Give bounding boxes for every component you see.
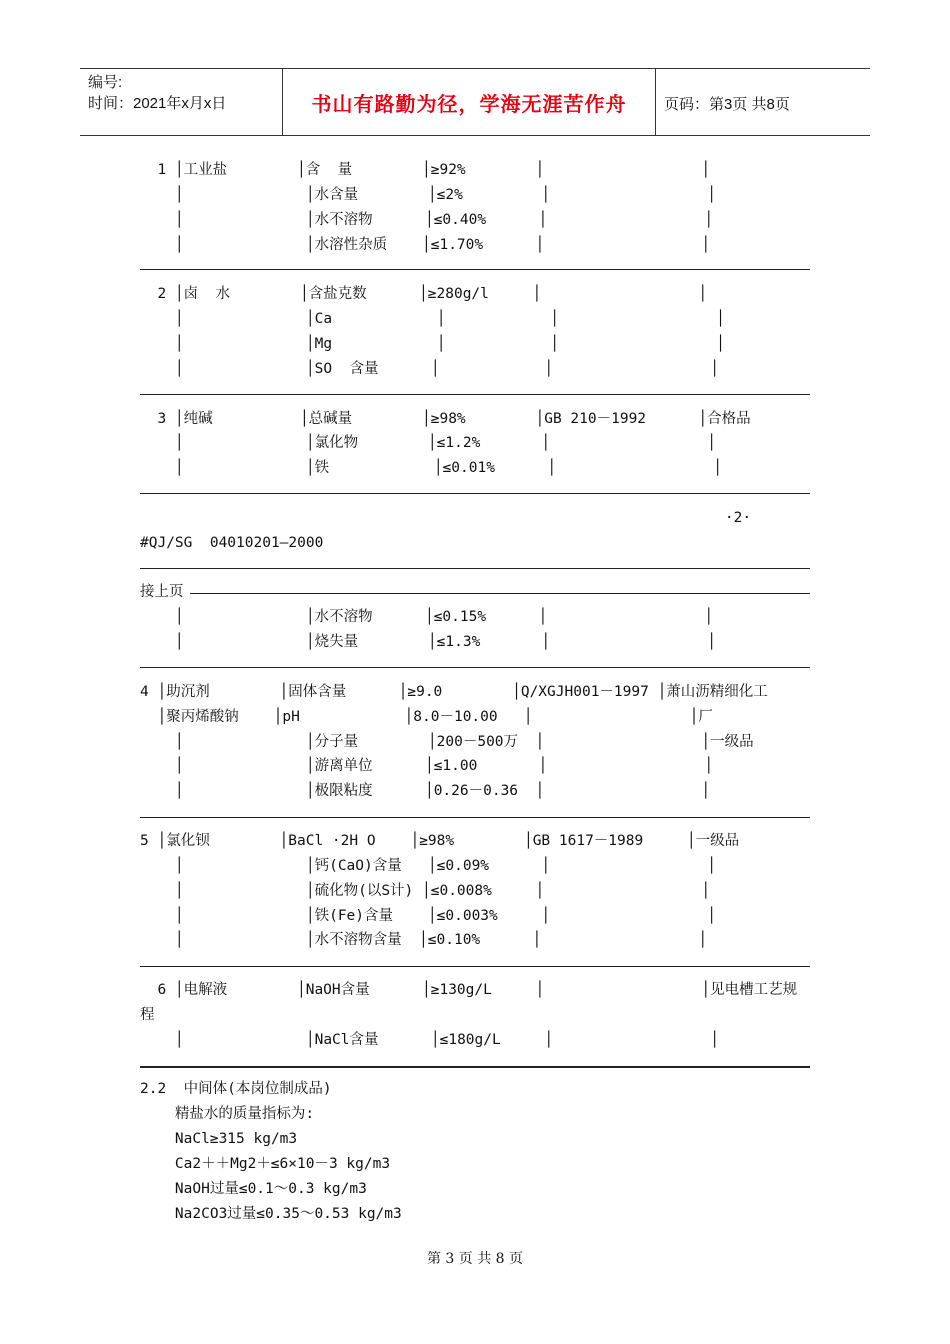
body-line: 程 (140, 1006, 155, 1023)
body-line: NaOH过量≤0.1～0.3 kg/m3 (140, 1180, 367, 1197)
body-line: #QJ/SG 04010201—2000 (140, 534, 324, 551)
body-line: │ │Ca │ │ │ (140, 311, 725, 328)
body-line: │ │Mg │ │ │ (140, 335, 725, 352)
header-top-rule (80, 68, 870, 69)
body-line: │ │钙(CaO)含量 │≤0.09% │ │ (140, 857, 717, 874)
row-rule (140, 269, 810, 270)
header-divider-right (655, 68, 656, 136)
continue-rule (190, 593, 810, 594)
body-line: 5 │氯化钡 │BaCl ·2H O │≥98% │GB 1617－1989 │一级品 (140, 832, 740, 849)
motto-banner: 书山有路勤为径，学海无涯苦作舟 (311, 92, 627, 116)
row-rule (140, 817, 810, 818)
body-line: │ │SO 含量 │ │ │ (140, 360, 719, 377)
body-line: │ │水不溶物 │≤0.40% │ │ (140, 211, 714, 228)
body-line: NaCl≥315 kg/m3 (140, 1131, 298, 1148)
body-line: Ca2＋＋Mg2＋≤6×10－3 kg/m3 (140, 1156, 391, 1172)
row-rule (140, 667, 810, 668)
table-head-rule (140, 568, 810, 569)
body-line: 6 │电解液 │NaOH含量 │≥130g/L │ │见电槽工艺规 (140, 982, 798, 999)
body-line: │ │游离单位 │≤1.00 │ │ (140, 758, 714, 775)
body-line: │ │分子量 │200－500万 │ │一级品 (140, 733, 754, 750)
body-line: 3 │纯碱 │总碱量 │≥98% │GB 210－1992 │合格品 (140, 410, 751, 427)
body-line: │ │极限粘度 │0.26－0.36 │ │ (140, 783, 711, 800)
table-bottom-rule (140, 1066, 810, 1068)
body-line: │ │铁(Fe)含量 │≤0.003% │ │ (140, 907, 717, 924)
body-line: │ │水溶性杂质 │≤1.70% │ │ (140, 236, 711, 253)
body-line: │聚丙烯酸钠 │pH │8.0－10.00 │ │厂 (140, 708, 713, 725)
body-line: 1 │工业盐 │含 量 │≥92% │ │ (140, 162, 711, 178)
header-bottom-rule (80, 135, 870, 136)
body-line: │ │水不溶物 │≤0.15% │ │ (140, 609, 714, 626)
date-label: 时间：2021年x月x日 (88, 95, 227, 112)
body-line: │ │硫化物(以S计) │≤0.008% │ │ (140, 882, 711, 899)
doc-number-label: 编号: (88, 74, 123, 91)
page-footer: 第 3 页 共 8 页 (426, 1251, 524, 1267)
row-rule (140, 394, 810, 395)
body-line: │ │烧失量 │≤1.3% │ │ (140, 634, 717, 651)
body-line: Na2CO3过量≤0.35～0.53 kg/m3 (140, 1205, 402, 1222)
body-line: │ │铁 │≤0.01% │ │ (140, 460, 722, 477)
body-line: 2 │卤 水 │含盐克数 │≥280g/l │ │ (140, 286, 708, 303)
body-line: │ │NaCl含量 │≤180g/L │ │ (140, 1031, 719, 1048)
body-line: 2.2 中间体(本岗位制成品) (140, 1081, 332, 1098)
body-line: 接上页 (140, 584, 184, 601)
body-line: │ │水不溶物含量 │≤0.10% │ │ (140, 932, 708, 949)
row-rule (140, 493, 810, 494)
body-line: │ │水含量 │≤2% │ │ (140, 186, 717, 203)
body-line: 4 │助沉剂 │固体含量 │≥9.0 │Q/XGJH001－1997 │萧山沥精细化工 (140, 683, 768, 700)
row-rule (140, 966, 810, 967)
body-line: │ │氯化物 │≤1.2% │ │ (140, 435, 717, 452)
body-line: 精盐水的质量指标为: (140, 1106, 315, 1123)
body-line: ·2· (140, 509, 752, 526)
header-page-indicator: 页码：第3页 共8页 (664, 96, 790, 113)
header-meta (88, 72, 226, 114)
